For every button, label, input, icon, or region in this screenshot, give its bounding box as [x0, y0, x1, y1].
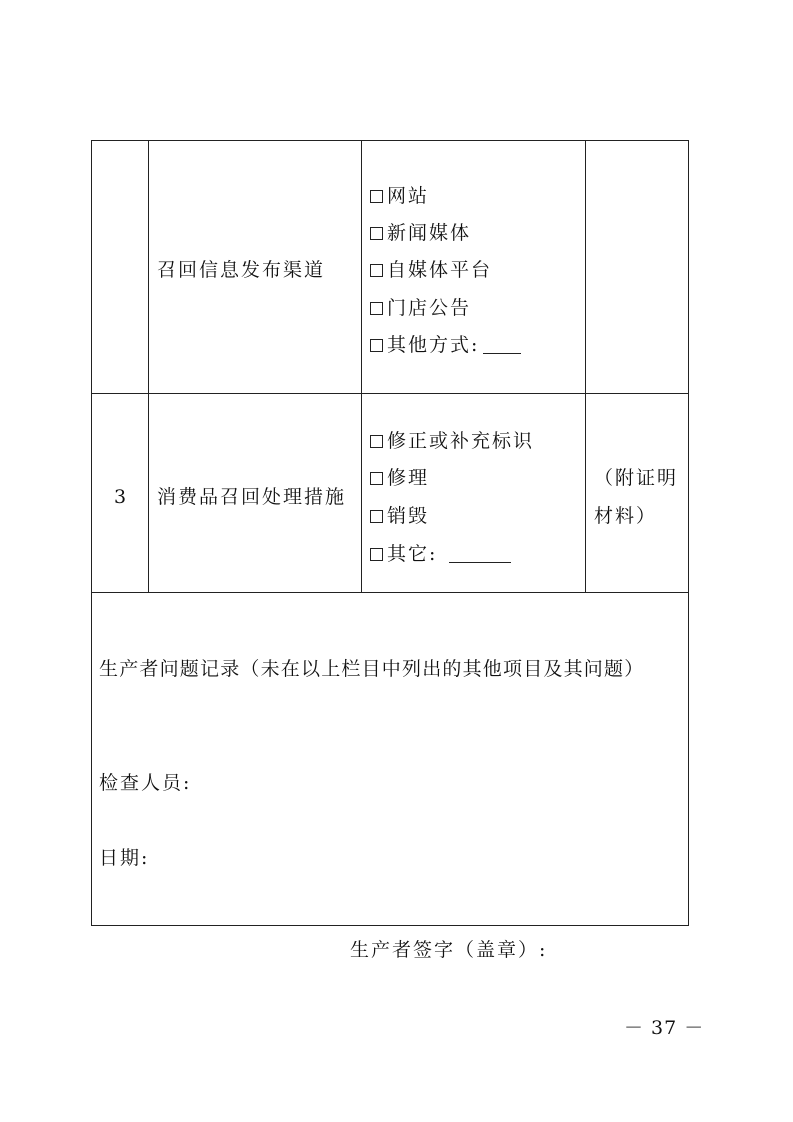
row-divider — [91, 393, 689, 394]
row-divider — [91, 592, 689, 593]
item-label-channels: 召回信息发布渠道 — [157, 259, 326, 281]
signature-label: 生产者签字（盖章）: — [350, 939, 548, 961]
item-label-measures: 消费品召回处理措施 — [157, 486, 347, 508]
checkbox-icon — [370, 339, 383, 352]
checkbox-icon — [370, 302, 383, 315]
checkbox-option-website[interactable]: 网站 — [370, 184, 429, 208]
checkbox-icon — [370, 227, 383, 240]
checkbox-option-correct-label[interactable]: 修正或补充标识 — [370, 429, 534, 453]
checkbox-option-self-media[interactable]: 自媒体平台 — [370, 258, 492, 282]
other-method-blank-field[interactable] — [483, 335, 521, 354]
checkbox-option-other-method[interactable]: 其他方式: — [370, 333, 521, 357]
checkbox-option-destroy[interactable]: 销毁 — [370, 504, 429, 528]
problem-record-label: 生产者问题记录（未在以上栏目中列出的其他项目及其问题） — [99, 658, 645, 680]
checkbox-icon — [370, 548, 383, 561]
checkbox-icon — [370, 435, 383, 448]
checkbox-icon — [370, 472, 383, 485]
checkbox-icon — [370, 264, 383, 277]
checkbox-icon — [370, 190, 383, 203]
checkbox-option-store-notice[interactable]: 门店公告 — [370, 296, 471, 320]
checkbox-icon — [370, 510, 383, 523]
row-number: 3 — [114, 486, 127, 508]
checkbox-option-news-media[interactable]: 新闻媒体 — [370, 221, 471, 245]
date-label: 日期: — [99, 847, 150, 869]
attachment-note-line1: （附证明 — [594, 467, 679, 489]
column-divider — [361, 140, 362, 593]
column-divider — [148, 140, 149, 593]
inspector-label: 检查人员: — [99, 772, 192, 794]
checkbox-option-repair[interactable]: 修理 — [370, 466, 429, 490]
other-blank-field[interactable] — [449, 544, 511, 563]
column-divider — [585, 140, 586, 593]
checkbox-option-other[interactable]: 其它: — [370, 542, 511, 566]
page-number: － 37 － — [624, 1017, 705, 1039]
attachment-note-line2: 材料） — [594, 505, 658, 527]
